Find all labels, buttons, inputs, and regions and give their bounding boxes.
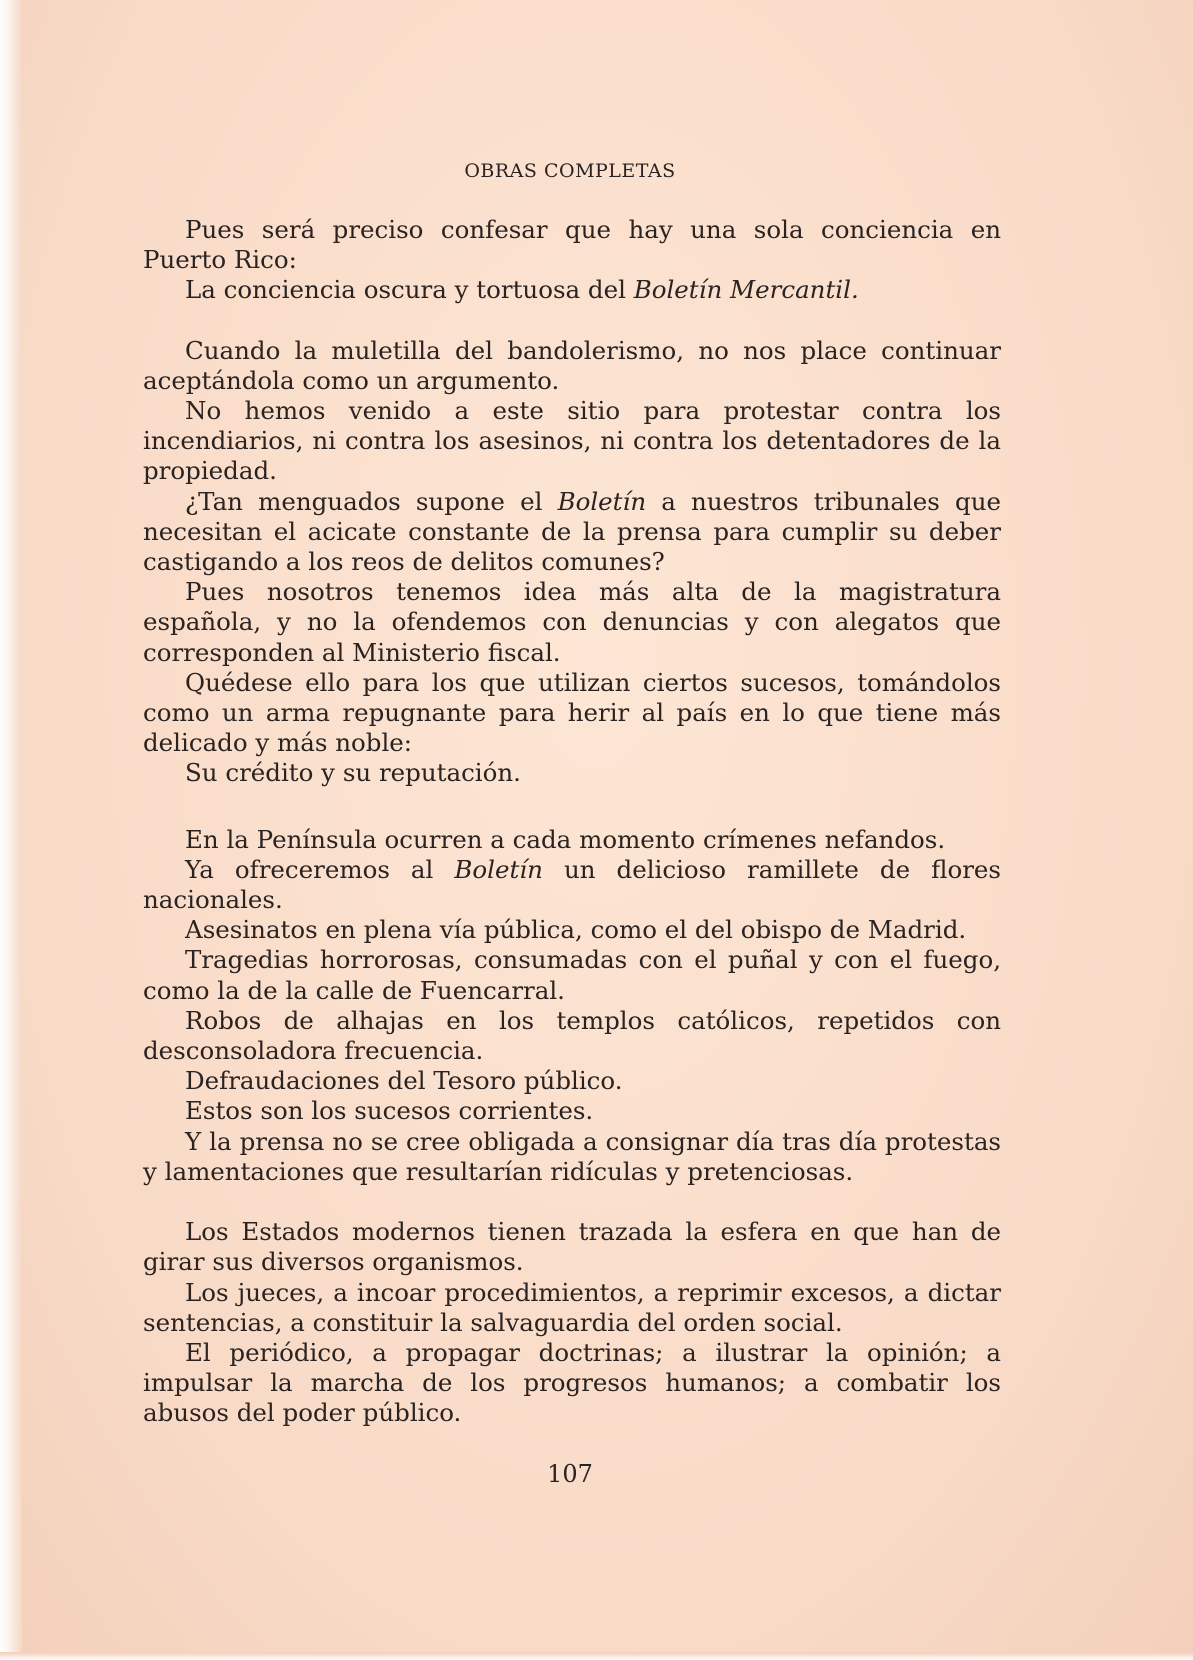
- paragraph: Y la prensa no se cree obligada a consignar día tras día protestas y lamentaciones que resultarían ridículas y pretenciosas.: [143, 1126, 1001, 1186]
- paragraph: Tragedias horrorosas, consumadas con el puñal y con el fuego, como la de la calle de Fuencarral.: [143, 945, 1001, 1005]
- paragraph: Robos de alhajas en los templos católicos, repetidos con desconsoladora frecuencia.: [143, 1005, 1001, 1066]
- paragraph: No hemos venido a este sitio para protestar contra los incendiarios, ni contra los asesinos, ni contra los detentadores de la propiedad.: [143, 396, 1001, 486]
- page-bottom-edge: [0, 1652, 1193, 1660]
- paragraph: Pues nosotros tenemos idea más alta de la magistratura española, y no la ofendemos con denuncias y con alegatos que corresponden al Ministerio fiscal.: [143, 577, 1001, 667]
- paragraph: Estos son los sucesos corrientes.: [185, 1096, 594, 1126]
- page-left-edge: [0, 0, 22, 1660]
- page-number: 107: [547, 1460, 593, 1488]
- paragraph: Quédese ello para los que utilizan ciertos sucesos, tomándolos como un arma repugnante para herir al país en lo que tiene más delicado y más noble:: [143, 667, 1001, 758]
- paragraph: La conciencia oscura y tortuosa del Boletín Mercantil.: [185, 275, 859, 305]
- paragraph: ¿Tan menguados supone el Boletín a nuestros tribunales que necesitan el acicate constante de la prensa para cumplir su deber castigando a los reos de delitos comunes?: [143, 486, 1001, 577]
- paragraph: Los jueces, a incoar procedimientos, a reprimir excesos, a dictar sentencias, a constituir la salvaguardia del orden social.: [143, 1277, 1001, 1337]
- paragraph: Pues será preciso confesar que hay una sola conciencia en Puerto Rico:: [143, 215, 1001, 275]
- paragraph: Ya ofreceremos al Boletín un delicioso ramillete de flores nacionales.: [143, 854, 1001, 915]
- paragraph: Su crédito y su reputación.: [185, 758, 521, 788]
- paragraph: Asesinatos en plena vía pública, como el del obispo de Madrid.: [185, 915, 967, 945]
- paragraph: El periódico, a propagar doctrinas; a ilustrar la opinión; a impulsar la marcha de los progresos humanos; a combatir los abusos del poder público.: [143, 1337, 1001, 1428]
- paragraph: Cuando la muletilla del bandolerismo, no nos place continuar aceptándola como un argumento.: [143, 335, 1001, 395]
- body-text: [143, 215, 1001, 1429]
- paragraph: Los Estados modernos tienen trazada la esfera en que han de girar sus diversos organismos.: [143, 1217, 1001, 1277]
- paragraph: En la Península ocurren a cada momento crímenes nefandos.: [185, 824, 946, 854]
- running-head: OBRAS COMPLETAS: [464, 160, 676, 182]
- paragraph: Defraudaciones del Tesoro público.: [185, 1066, 623, 1096]
